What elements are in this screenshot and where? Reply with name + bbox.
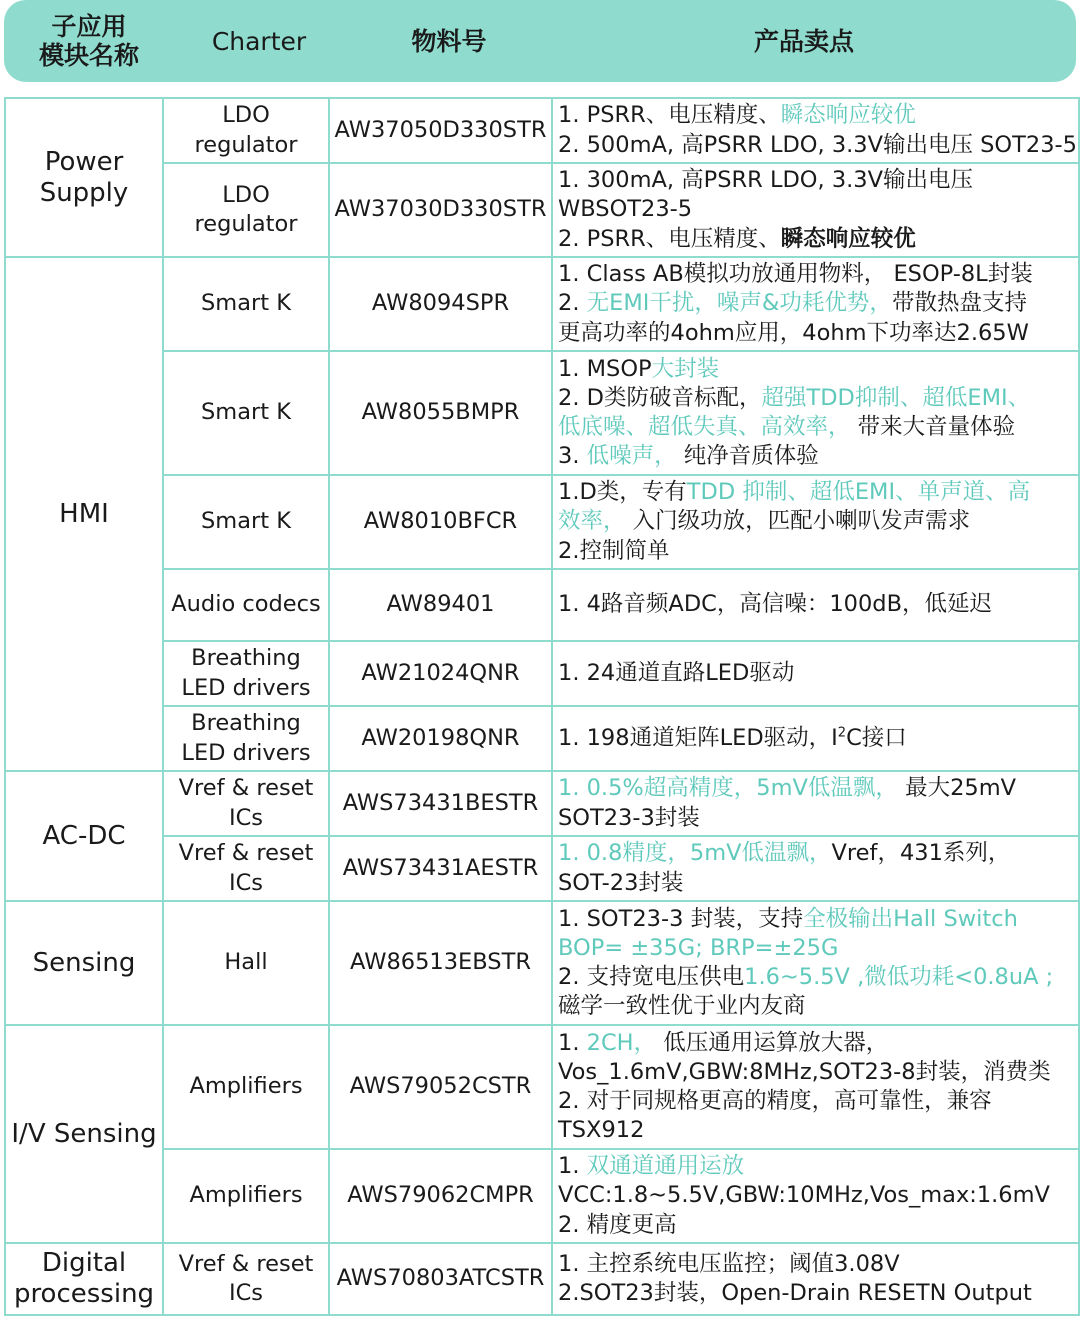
part-number-cell: AW37030D330STR (329, 163, 552, 257)
module-cell: HMI (5, 257, 163, 771)
charter-cell: LDO regulator (163, 163, 329, 257)
charter-cell: Breathing LED drivers (163, 641, 329, 706)
selling-points-cell: 1. 主控系统电压监控；阈值3.08V 2.SOT23封装，Open-Drain RESETN Output (552, 1243, 1079, 1315)
charter-cell: Vref & reset ICs (163, 836, 329, 901)
table-row (5, 1243, 1079, 1315)
charter-cell: Amplifiers (163, 1149, 329, 1243)
part-number-cell: AW8094SPR (329, 257, 552, 351)
part-number-cell: AW37050D330STR (329, 98, 552, 163)
charter-cell: Breathing LED drivers (163, 706, 329, 771)
module-cell: I/V Sensing (5, 1025, 163, 1243)
header-module-name: 子应用 模块名称 (38, 12, 139, 70)
part-number-cell: AWS79052CSTR (329, 1025, 552, 1149)
charter-cell: LDO regulator (163, 98, 329, 163)
table-row (5, 1149, 1079, 1243)
selling-points-cell: 1. Class AB模拟功放通用物料， ESOP-8L封装 2. 无EMI干扰，噪声&功耗优势，带散热盘支持 更高功率的4ohm应用，4ohm下功率达2.65W (552, 257, 1079, 351)
table-header (4, 0, 1076, 82)
selling-points-cell: 1. 198通道矩阵LED驱动，$I^2C$接口 (552, 706, 1079, 771)
part-number-cell: AW21024QNR (329, 641, 552, 706)
part-number-cell: AW8055BMPR (329, 351, 552, 475)
selling-points-cell: 1. 4路音频ADC，高信噪：100dB，低延迟 (552, 569, 1079, 641)
product-table (4, 97, 1080, 1316)
charter-cell: Smart K (163, 475, 329, 569)
table-row (5, 569, 1079, 641)
selling-points-cell: 1. 0.8精度，5mV低温飘，Vref，431系列， SOT-23封装 (552, 836, 1079, 901)
charter-cell: Smart K (163, 257, 329, 351)
part-number-cell: AW89401 (329, 569, 552, 641)
charter-cell: Hall (163, 901, 329, 1025)
selling-points-cell: 1. SOT23-3 封装，支持全极输出Hall Switch BOP= ±35G; BRP=±25G 2. 支持宽电压供电1.6~5.5V ,微低功耗<0.8uA ; 磁学一致性优于业内友商 (552, 901, 1079, 1025)
selling-points-cell: 1. 2CH， 低压通用运算放大器， Vos_1.6mV,GBW:8MHz,SOT23-8封装，消费类 2. 对于同规格更高的精度，高可靠性，兼容 TSX912 (552, 1025, 1079, 1149)
module-cell: Digital processing (5, 1243, 163, 1315)
charter-cell: Smart K (163, 351, 329, 475)
selling-points-cell: 1. 300mA, 高PSRR LDO, 3.3V输出电压 WBSOT23-5 2. PSRR、电压精度、瞬态响应较优 (552, 163, 1079, 257)
charter-cell: Vref & reset ICs (163, 1243, 329, 1315)
table-row (5, 98, 1079, 163)
part-number-cell: AW8010BFCR (329, 475, 552, 569)
table-row (5, 1025, 1079, 1149)
selling-points-cell: 1. 24通道直路LED驱动 (552, 641, 1079, 706)
part-number-cell: AWS73431BESTR (329, 771, 552, 836)
charter-cell: Audio codecs (163, 569, 329, 641)
header-charter: Charter (211, 26, 307, 56)
selling-points-cell: 1.D类，专有TDD 抑制、超低EMI、单声道、高 效率， 入门级功放，匹配小喇叭发声需求 2.控制简单 (552, 475, 1079, 569)
module-cell: Sensing (5, 901, 163, 1025)
charter-cell: Vref & reset ICs (163, 771, 329, 836)
selling-points-cell: 1. 0.5%超高精度，5mV低温飘， 最大25mV SOT23-3封装 (552, 771, 1079, 836)
table-row (5, 771, 1079, 836)
part-number-cell: AW86513EBSTR (329, 901, 552, 1025)
module-cell: Power Supply (5, 98, 163, 257)
table-row (5, 351, 1079, 475)
part-number-cell: AWS79062CMPR (329, 1149, 552, 1243)
header-part-number: 物料号 (411, 26, 487, 56)
module-cell: AC-DC (5, 771, 163, 901)
table-row (5, 641, 1079, 706)
selling-points-cell: 1. PSRR、电压精度、瞬态响应较优 2. 500mA, 高PSRR LDO, 3.3V输出电压 SOT23-5 (552, 98, 1079, 163)
table-row (5, 257, 1079, 351)
table-row (5, 475, 1079, 569)
part-number-cell: AWS73431AESTR (329, 836, 552, 901)
table-row (5, 163, 1079, 257)
part-number-cell: AWS70803ATCSTR (329, 1243, 552, 1315)
table-row (5, 836, 1079, 901)
charter-cell: Amplifiers (163, 1025, 329, 1149)
table-row (5, 901, 1079, 1025)
selling-points-cell: 1. 双通道通用运放 VCC:1.8~5.5V,GBW:10MHz,Vos_max:1.6mV 2. 精度更高 (552, 1149, 1079, 1243)
header-selling-points: 产品卖点 (753, 26, 854, 56)
table-row (5, 706, 1079, 771)
selling-points-cell: 1. MSOP大封装 2. D类防破音标配，超强TDD抑制、超低EMI、 低底噪、超低失真、高效率， 带来大音量体验 3. 低噪声， 纯净音质体验 (552, 351, 1079, 475)
part-number-cell: AW20198QNR (329, 706, 552, 771)
